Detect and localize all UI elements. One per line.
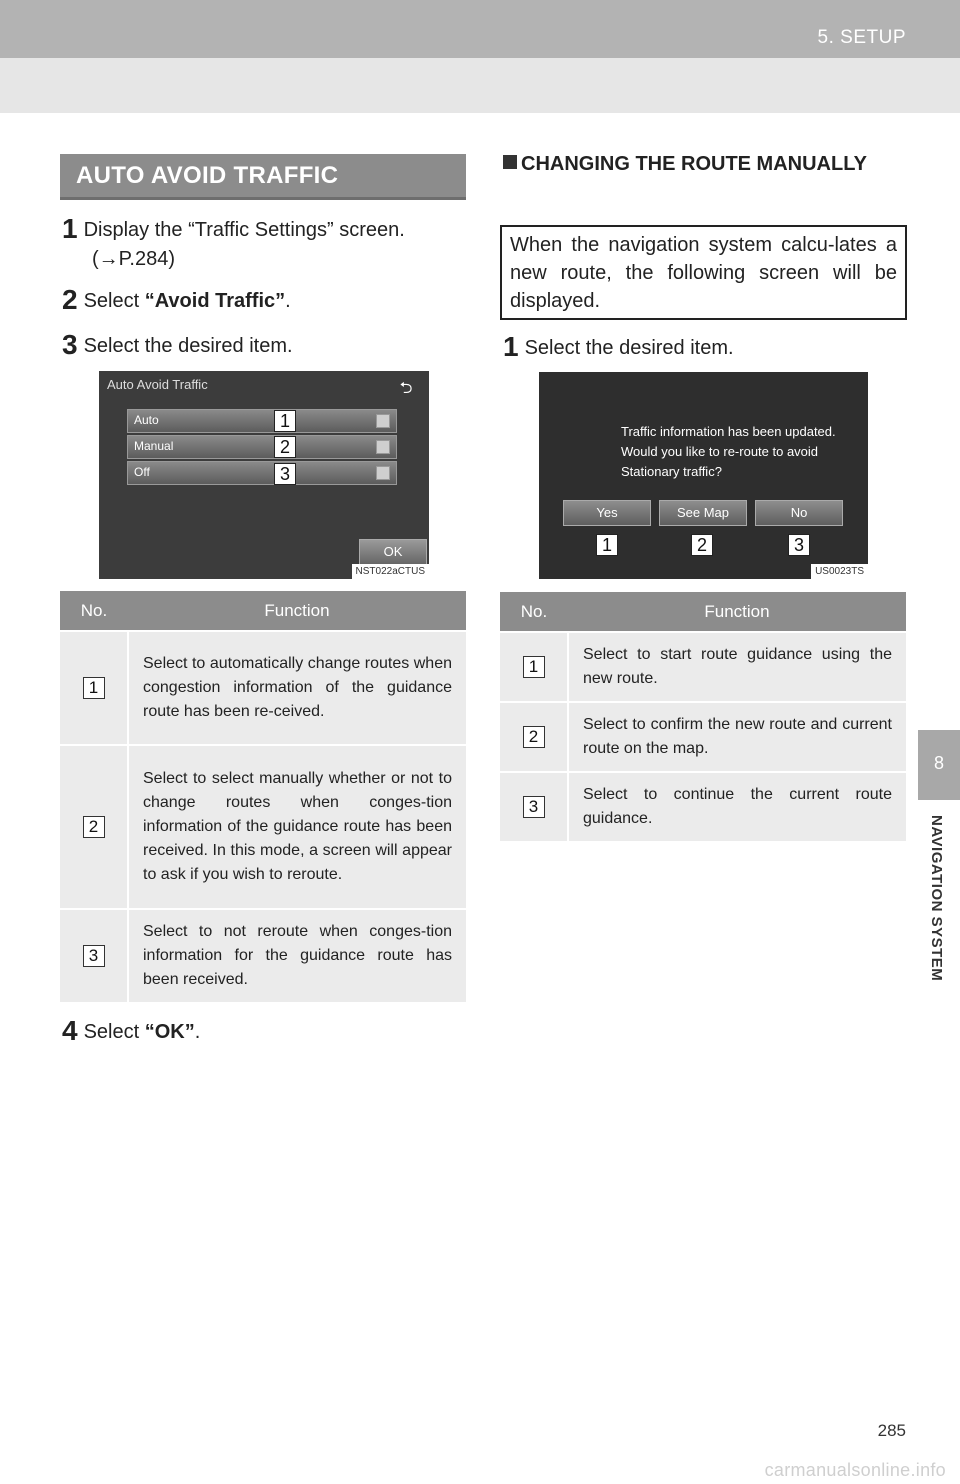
menu-item-auto[interactable] [127, 409, 397, 433]
step-bold-text: “OK” [144, 1021, 195, 1043]
row-number: 1 [83, 677, 105, 699]
step-number: 4 [62, 1015, 78, 1046]
column-header-no: No. [60, 591, 128, 631]
header-subband [0, 58, 960, 113]
table-row [60, 745, 466, 909]
watermark: carmanualsonline.info [764, 1460, 946, 1480]
menu-item-off[interactable] [127, 461, 397, 485]
dialog-message [621, 422, 836, 482]
return-arrow-icon[interactable]: ⮌ [399, 380, 413, 397]
row-number: 3 [523, 796, 545, 818]
step-text: Select [83, 1021, 145, 1043]
section-title: AUTO AVOID TRAFFIC [76, 162, 339, 189]
section-title-bar [60, 154, 466, 200]
row-number: 2 [523, 726, 545, 748]
no-button[interactable]: No [755, 500, 843, 526]
step-number: 2 [62, 284, 78, 315]
step-suffix: . [194, 1021, 201, 1043]
callout-1: 1 [596, 534, 618, 556]
step-text: Display the “Traffic Settings” screen. [83, 219, 405, 241]
checkbox-icon [376, 466, 390, 480]
table-row [500, 632, 906, 702]
step-1 [62, 214, 466, 274]
function-table-left [60, 591, 466, 1002]
menu-item-label: Manual [134, 439, 174, 453]
step-3 [62, 330, 293, 361]
callout-2: 2 [691, 534, 713, 556]
chapter-tab [918, 730, 960, 800]
step-number: 1 [62, 213, 78, 244]
table-row [500, 772, 906, 841]
menu-item-label: Auto [134, 413, 159, 427]
reroute-dialog-screen [539, 372, 868, 579]
step-2 [62, 285, 291, 316]
column-header-function: Function [568, 592, 906, 632]
checkbox-icon [376, 414, 390, 428]
chapter-label [925, 815, 947, 1025]
step-number: 3 [62, 329, 78, 360]
chapter-label-text: NAVIGATION SYSTEM [928, 815, 945, 982]
step-number: 1 [503, 331, 519, 362]
page-reference: (→P.284) [92, 248, 176, 270]
row-text: Select to select manually whether or not to change routes when conges-tion information of the guidance route has been received. In this mode, a screen will appear to ask if you wish to reroute. [128, 745, 466, 909]
table-row [60, 909, 466, 1002]
row-text: Select to continue the current route guidance. [568, 772, 906, 841]
header-band [0, 0, 960, 58]
step-text: Select the desired item. [83, 335, 293, 357]
yes-button[interactable]: Yes [563, 500, 651, 526]
column-header-no: No. [500, 592, 568, 632]
callout-3: 3 [788, 534, 810, 556]
row-number: 3 [83, 945, 105, 967]
menu-item-manual[interactable] [127, 435, 397, 459]
callout-1: 1 [274, 410, 296, 432]
step-bold-text: “Avoid Traffic” [144, 290, 286, 312]
callout-3: 3 [274, 463, 296, 485]
auto-avoid-traffic-screen [99, 371, 429, 579]
square-bullet-icon [503, 155, 517, 169]
info-box: When the navigation system calcu-lates a new route, the following screen will be displayed. [500, 225, 907, 320]
section-header: 5. SETUP [817, 27, 906, 48]
subsection-heading [503, 150, 907, 179]
table-row [60, 631, 466, 745]
menu-item-label: Off [134, 465, 150, 479]
figure-caption: NST022aCTUS [352, 564, 429, 579]
function-table-right [500, 592, 906, 841]
column-header-function: Function [128, 591, 466, 631]
checkbox-icon [376, 440, 390, 454]
callout-2: 2 [274, 436, 296, 458]
figure-caption: US0023TS [811, 564, 868, 579]
page-number: 285 [877, 1421, 906, 1440]
row-text: Select to not reroute when conges-tion information for the guidance route has been received. [128, 909, 466, 1002]
see-map-button[interactable]: See Map [659, 500, 747, 526]
step-suffix: . [285, 290, 291, 312]
subsection-heading-text: CHANGING THE ROUTE MANUALLY [521, 153, 867, 175]
row-number: 2 [83, 816, 105, 838]
row-text: Select to start route guidance using the new route. [568, 632, 906, 702]
message-line: Would you like to re-route to avoid [621, 444, 819, 459]
screen-title: Auto Avoid Traffic [107, 377, 208, 392]
step-4 [62, 1016, 200, 1047]
step-text: Select [83, 290, 145, 312]
row-number: 1 [523, 656, 545, 678]
message-line: Traffic information has been updated. [621, 424, 836, 439]
table-row [500, 702, 906, 772]
chapter-number: 8 [933, 753, 944, 773]
message-line: Stationary traffic? [621, 464, 722, 479]
right-step-1 [503, 332, 734, 363]
ok-button[interactable]: OK [359, 539, 427, 565]
step-text: Select the desired item. [524, 337, 734, 359]
row-text: Select to automatically change routes when congestion information of the guidance route has been re-ceived. [128, 631, 466, 745]
row-text: Select to confirm the new route and current route on the map. [568, 702, 906, 772]
